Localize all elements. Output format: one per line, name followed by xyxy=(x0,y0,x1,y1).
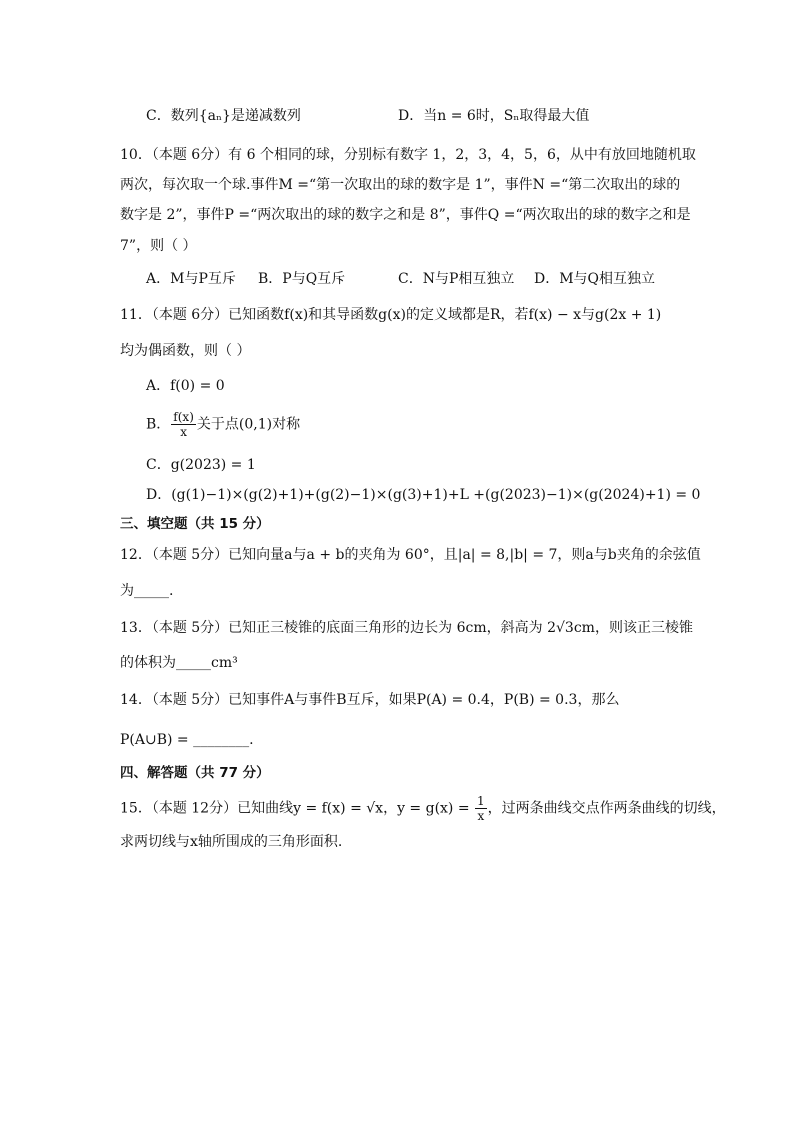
q10-option-b: B．P与Q互斥 xyxy=(258,271,346,287)
q10-line-2: 两次，每次取一个球.事件M =“第一次取出的球的数字是 1”，事件N =“第二次取出的球的 xyxy=(120,177,681,193)
q11-option-b-numerator: f(x) xyxy=(173,410,194,424)
q15-line-1-prefix: 15．（本题 12分）已知曲线y = f(x) = √x，y = g(x) = xyxy=(120,800,475,817)
q15-fraction-numerator: 1 xyxy=(477,794,485,808)
q13-line-2: 的体积为_____cm³ xyxy=(120,655,238,671)
q15-line-2: 求两切线与x轴所围成的三角形面积. xyxy=(120,834,343,850)
q10-line-1: 10．（本题 6分）有 6 个相同的球，分别标有数字 1，2，3，4，5，6，从中有放回地随机取 xyxy=(120,147,696,163)
q10-line-4: 7”，则（ ） xyxy=(120,238,197,254)
q9-option-d: D．当n = 6时，Sₙ取得最大值 xyxy=(398,108,590,124)
q9-option-c: C．数列{aₙ}是递减数列 xyxy=(146,108,301,124)
q11-option-a: A．f(0) = 0 xyxy=(146,378,225,394)
q10-option-c: C．N与P相互独立 xyxy=(398,271,515,287)
q15-fraction-denominator: x xyxy=(477,809,485,823)
q11-line-1: 11．（本题 6分）已知函数f(x)和其导函数g(x)的定义域都是R，若f(x) − x与g(2x + 1) xyxy=(120,307,662,323)
q11-option-c: C．g(2023) = 1 xyxy=(146,457,256,473)
q10-option-a: A．M与P互斥 xyxy=(146,271,236,287)
q12-line-2: 为_____. xyxy=(120,583,174,599)
section-3-title: 三、填空题（共 15 分） xyxy=(120,516,270,532)
q10-option-d: D．M与Q相互独立 xyxy=(534,271,656,287)
q14-line-1: 14．（本题 5分）已知事件A与事件B互斥，如果P(A) = 0.4，P(B) = 0.3，那么 xyxy=(120,692,620,708)
q15-line-1 xyxy=(120,794,726,823)
q15-line-1-suffix: ，过两条曲线交点作两条曲线的切线， xyxy=(487,800,726,817)
q12-line-1: 12．（本题 5分）已知向量a与a + b的夹角为 60°，且|a| = 8,|b| = 7，则a与b夹角的余弦值 xyxy=(120,547,701,563)
q13-line-1: 13．（本题 5分）已知正三棱锥的底面三角形的边长为 6cm，斜高为 2√3cm，则该正三棱锥 xyxy=(120,620,693,636)
q10-line-3: 数字是 2”，事件P =“两次取出的球的数字之和是 8”，事件Q =“两次取出的球的数字之和是 xyxy=(120,207,691,223)
q14-line-2: P(A∪B) = ________. xyxy=(120,732,254,748)
q11-option-b-suffix: 关于点(0,1)对称 xyxy=(196,416,301,433)
section-4-title: 四、解答题（共 77 分） xyxy=(120,765,270,781)
q11-option-b-fraction xyxy=(171,410,196,439)
q11-option-d: D．(g(1)−1)×(g(2)+1)+(g(2)−1)×(g(3)+1)+L +(g(2023)−1)×(g(2024)+1) = 0 xyxy=(146,487,701,503)
q11-option-b-denominator: x xyxy=(180,425,187,439)
q11-line-2: 均为偶函数，则（ ） xyxy=(120,343,251,359)
q11-option-b-prefix: B． xyxy=(146,416,171,433)
q15-fraction xyxy=(475,794,487,823)
q11-option-b xyxy=(146,410,300,439)
